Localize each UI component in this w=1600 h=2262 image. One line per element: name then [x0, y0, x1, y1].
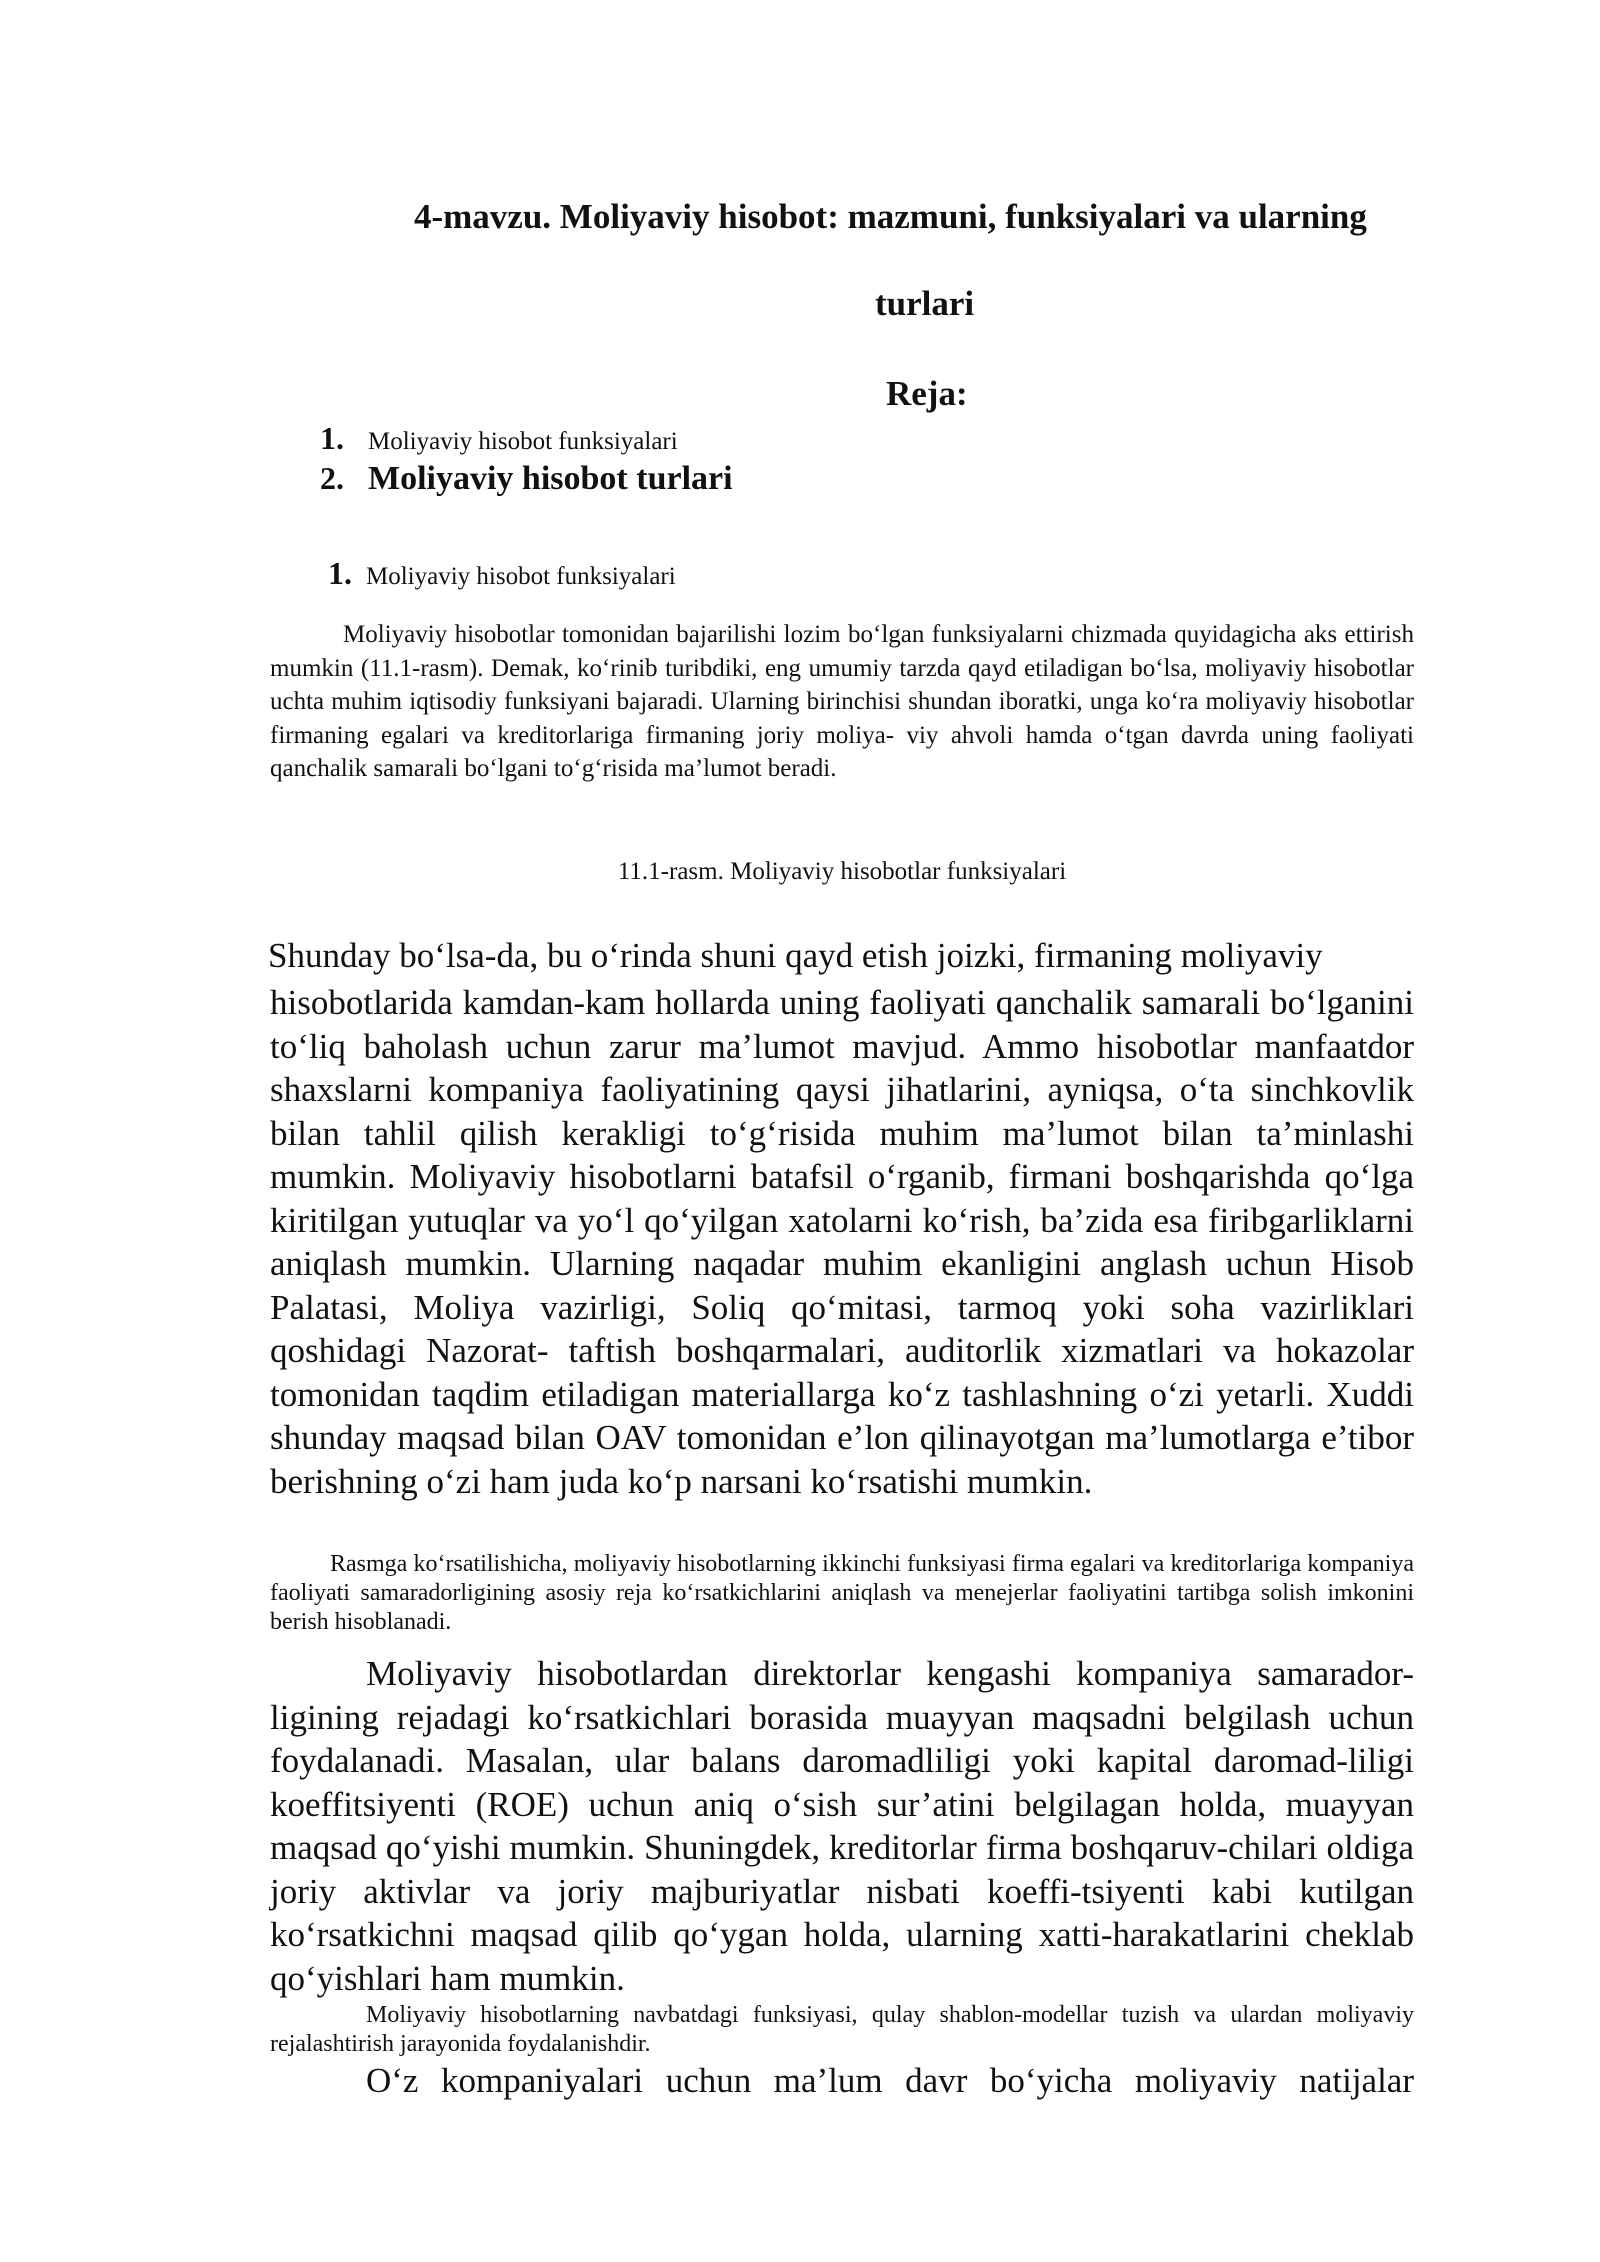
document-title-line-1: 4-mavzu. Moliyaviy hisobot: mazmuni, funksiyalari va ularning	[414, 197, 1367, 236]
plan-item-label: Moliyaviy hisobot funksiyalari	[368, 428, 678, 455]
paragraph-1: Moliyaviy hisobotlar tomonidan bajarilishi lozim bo‘lgan funksiyalarni chizmada quyidagicha aks ettirish mumkin (11.1-rasm). Demak, ko‘rinib turibdiki, eng umumiy tarzda qayd etiladigan bo‘lsa, moliyaviy hisobotlar uchta muhim iqtisodiy funksiyani bajaradi. Ularning birinchisi shundan iboratki, unga ko‘ra moliyaviy hisobotlar firmaning egalari va kreditorlariga firmaning joriy moliya- viy ahvoli hamda o‘tgan davrda uning faoliyati qanchalik samarali bo‘lgani to‘g‘risida ma’lumot beradi.	[270, 621, 1414, 782]
section-number: 1.	[328, 555, 352, 591]
paragraph-6: O‘z kompaniyalari uchun ma’lum davr bo‘yicha moliyaviy natijalar	[366, 2061, 1414, 2100]
paragraph-2-first-line: Shunday bo‘lsa-da, bu o‘rinda shuni qayd etish joizki, firmaning moliyaviy	[268, 936, 1323, 975]
section-title: Moliyaviy hisobot funksiyalari	[366, 563, 676, 590]
paragraph-2-body: hisobotlarida kamdan-kam hollarda uning faoliyati qanchalik samarali bo‘lganini to‘liq baholash uchun zarur ma’lumot mavjud. Ammo hisobotlar manfaatdor shaxslarni kompaniya faoliyatining qaysi jihatlarini, ayniqsa, o‘ta sinchkovlik bilan tahlil qilish kerakligi to‘g‘risida muhim ma’lumot bilan ta’minlashi mumkin. Moliyaviy hisobotlarni batafsil o‘rganib, firmani boshqarishda qo‘lga kiritilgan yutuqlar va yo‘l qo‘yilgan xatolarni ko‘rish, ba’zida esa firibgarliklarni aniqlash mumkin. Ularning naqadar muhim ekanligini anglash uchun Hisob Palatasi, Moliya vazirligi, Soliq qo‘mitasi, tarmoq yoki soha vazirliklari qoshidagi Nazorat- taftish boshqarmalari, auditorlik xizmatlari va hokazolar tomonidan taqdim etiladigan materiallarga ko‘z tashlashning o‘zi yetarli. Xuddi shunday maqsad bilan OAV tomonidan e’lon qilinayotgan ma’lumotlarga e’tibor berishning o‘zi ham juda ko‘p narsani ko‘rsatishi mumkin.	[270, 983, 1414, 1501]
figure-caption: 11.1-rasm. Moliyaviy hisobotlar funksiyalari	[617, 858, 1067, 885]
plan-item-2	[320, 460, 733, 498]
plan-item-1	[320, 420, 678, 457]
document-title-line-2: turlari	[875, 284, 975, 323]
paragraph-4: Moliyaviy hisobotlardan direktorlar kengashi kompaniya samarador-ligining rejadagi ko‘rsatkichlari borasida muayyan maqsadni belgilash uchun foydalanadi. Masalan, ular balans daromadliligi yoki kapital daromad-liligi koeffitsiyenti (ROE) uchun aniq o‘sish sur’atini belgilagan holda, muayyan maqsad qo‘yishi mumkin. Shuningdek, kreditorlar firma boshqaruv-chilari oldiga joriy aktivlar va joriy majburiyatlar nisbati koeffi-tsiyenti kabi kutilgan ko‘rsatkichni maqsad qilib qo‘ygan holda, ularning xatti-harakatlarini cheklab qo‘yishlari ham mumkin.	[270, 1654, 1414, 1998]
plan-item-label: Moliyaviy hisobot turlari	[368, 460, 733, 497]
plan-item-number: 2.	[320, 460, 344, 496]
paragraph-5: Moliyaviy hisobotlarning navbatdagi funksiyasi, qulay shablon-modellar tuzish va ulardan moliyaviy rejalashtirish jarayonida foydalanishdir.	[270, 2002, 1414, 2057]
plan-item-number: 1.	[320, 420, 344, 456]
plan-heading: Reja:	[886, 374, 968, 413]
paragraph-3: Rasmga ko‘rsatilishicha, moliyaviy hisobotlarning ikkinchi funksiyasi firma egalari va kreditorlariga kompaniya faoliyati samaradorligining asosiy reja ko‘rsatkichlarini aniqlash va menejerlar faoliyatini tartibga solish imkonini berish hisoblanadi.	[270, 1551, 1414, 1635]
section-heading	[328, 555, 676, 592]
